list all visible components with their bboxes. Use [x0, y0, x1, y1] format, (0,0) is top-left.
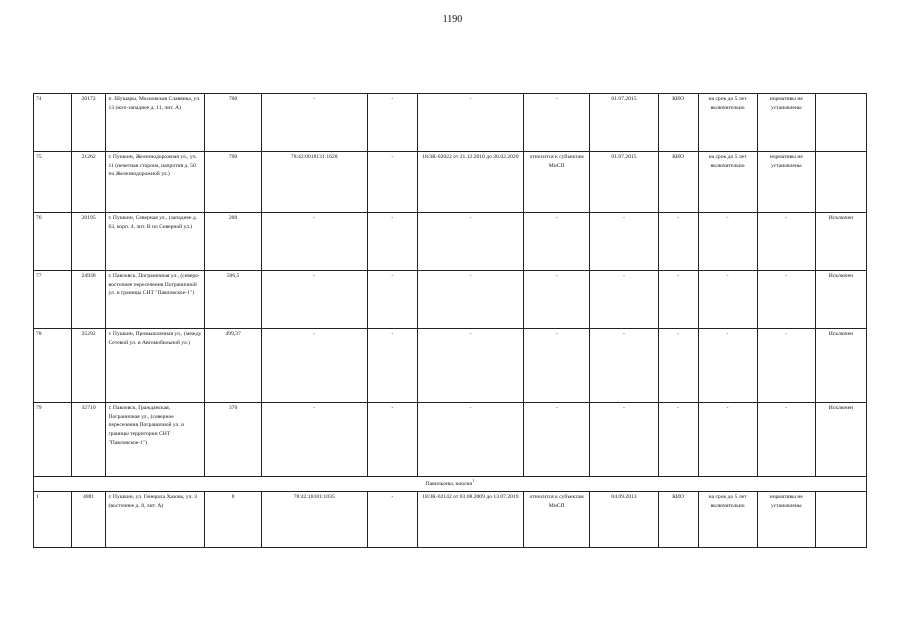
cell-id: 35292	[71, 329, 106, 403]
cell-contract: 18/ЗК-02142 от 03.08.2009 до 13.07.2019	[417, 492, 523, 548]
cell-col6: -	[367, 271, 417, 329]
cell-number: 79	[34, 403, 72, 477]
cell-msp: относится к субъектам МиСП	[523, 492, 589, 548]
cell-msp: -	[523, 94, 589, 152]
cell-col6: -	[367, 329, 417, 403]
cell-id: 24938	[71, 271, 106, 329]
cell-org: -	[658, 329, 698, 403]
cell-id: 21262	[71, 152, 106, 213]
cell-date: -	[590, 403, 658, 477]
table-row	[34, 94, 867, 152]
cell-number: 1	[34, 492, 72, 548]
table-row	[34, 152, 867, 213]
cell-id: 20195	[71, 213, 106, 271]
cell-number: 78	[34, 329, 72, 403]
cell-org: КИО	[658, 492, 698, 548]
cell-col6: -	[367, 403, 417, 477]
cell-number: 76	[34, 213, 72, 271]
cell-number: 77	[34, 271, 72, 329]
cell-area: 499,37	[205, 329, 261, 403]
cell-org: -	[658, 403, 698, 477]
cell-norms: нормативы не установлены	[757, 94, 815, 152]
table-row	[34, 329, 867, 403]
cell-area: 700	[205, 152, 261, 213]
cell-col6: -	[367, 94, 417, 152]
page-number: 1190	[442, 14, 463, 25]
section-row	[34, 477, 867, 492]
cell-status: Исключен	[815, 403, 866, 477]
cell-cadastral: 78:42:18101:1035	[261, 492, 367, 548]
cell-status: Исключен	[815, 329, 866, 403]
cell-msp: -	[523, 329, 589, 403]
cell-id: 20172	[71, 94, 106, 152]
cell-address: г. Пушкин, ул. Генерала Хазова, уч. 3 (восточнее д. 8, лит. А)	[106, 492, 205, 548]
table-row	[34, 403, 867, 477]
cell-contract: 18/ЗК-02022 от 21.12.2010 до 26.02.2020	[417, 152, 523, 213]
cell-norms: нормативы не установлены	[757, 492, 815, 548]
section-footnote-mark: 1	[472, 478, 475, 483]
cell-norms: нормативы не установлены	[757, 152, 815, 213]
cell-term: -	[698, 213, 757, 271]
cell-area: 506,5	[205, 271, 261, 329]
cell-area: 200	[205, 213, 261, 271]
cell-cadastral: -	[261, 94, 367, 152]
cell-contract: -	[417, 403, 523, 477]
cell-cadastral: -	[261, 271, 367, 329]
cell-id: 4881	[71, 492, 106, 548]
cell-msp: относится к субъектам МиСП	[523, 152, 589, 213]
cell-term: -	[698, 403, 757, 477]
cell-address: п. Шушары, Московская Славянка, ул. 13 (юго-западнее д. 11, лит. А)	[106, 94, 205, 152]
cell-contract: -	[417, 213, 523, 271]
table-row	[34, 213, 867, 271]
cell-date: -	[590, 329, 658, 403]
cell-contract: -	[417, 94, 523, 152]
cell-msp: -	[523, 213, 589, 271]
cell-cadastral: -	[261, 213, 367, 271]
cell-status	[815, 492, 866, 548]
cell-term: на срок до 5 лет включительно	[698, 492, 757, 548]
cell-area: 370	[205, 403, 261, 477]
section-title: Павильоны, киоски	[425, 480, 473, 487]
cell-term: -	[698, 329, 757, 403]
cell-address: г. Пушкин, Северная ул., (западнее д. 63, корп. 4, лит. В по Северной ул.)	[106, 213, 205, 271]
cell-term: -	[698, 271, 757, 329]
cell-msp: -	[523, 271, 589, 329]
cell-date: -	[590, 271, 658, 329]
cell-msp: -	[523, 403, 589, 477]
cell-contract: -	[417, 329, 523, 403]
cell-org: -	[658, 213, 698, 271]
cell-date: 04.09.2013	[590, 492, 658, 548]
cell-status	[815, 94, 866, 152]
cell-norms: -	[757, 329, 815, 403]
cell-id: 32710	[71, 403, 106, 477]
table-row	[34, 492, 867, 548]
cell-date: 01.07.2015	[590, 152, 658, 213]
cell-norms: -	[757, 271, 815, 329]
cell-address: г. Павловск, Гражданская, Пограничная ул., (северное пересечения Пограничной ул. и границы территории СНТ "Павловское-1")	[106, 403, 205, 477]
cell-org: КИО	[658, 94, 698, 152]
cell-norms: -	[757, 213, 815, 271]
cell-term: на срок до 5 лет включительно	[698, 152, 757, 213]
cell-address: г. Пушкин, Промышленная ул., (между Сетевой ул. и Автомобильной ул.)	[106, 329, 205, 403]
registry-table	[33, 93, 867, 548]
cell-area: 700	[205, 94, 261, 152]
cell-date: -	[590, 213, 658, 271]
cell-col6: -	[367, 152, 417, 213]
cell-status	[815, 152, 866, 213]
cell-cadastral: 78:42:0018131:1628	[261, 152, 367, 213]
cell-col6: -	[367, 213, 417, 271]
cell-org: КИО	[658, 152, 698, 213]
cell-status: Исключен	[815, 271, 866, 329]
cell-address: г. Павловск, Пограничная ул., (северо-восточнее пересечения Пограничной ул. и границы СНТ "Павловское-1")	[106, 271, 205, 329]
cell-col6: -	[367, 492, 417, 548]
table-row	[34, 271, 867, 329]
section-title-cell	[34, 477, 867, 492]
cell-term: на срок до 5 лет включительно	[698, 94, 757, 152]
cell-cadastral: -	[261, 329, 367, 403]
cell-cadastral: -	[261, 403, 367, 477]
cell-status: Исключен	[815, 213, 866, 271]
cell-area: 8	[205, 492, 261, 548]
cell-number: 74	[34, 94, 72, 152]
cell-date: 01.07.2015	[590, 94, 658, 152]
cell-contract: -	[417, 271, 523, 329]
cell-org: -	[658, 271, 698, 329]
cell-norms: -	[757, 403, 815, 477]
cell-address: г. Пушкин, Железнодорожная ул., уч. 11 (нечетная сторона, напротив д. 50 по Железнодорожной ул.)	[106, 152, 205, 213]
cell-number: 75	[34, 152, 72, 213]
